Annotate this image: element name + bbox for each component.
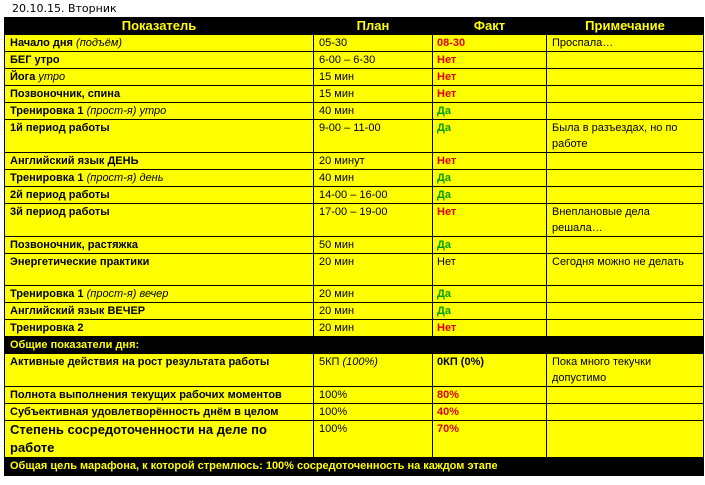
table-row [5, 103, 704, 120]
plan-value: 100% [319, 423, 348, 435]
indicator-label: Английский язык ВЕЧЕР [10, 305, 146, 317]
table-row [5, 286, 704, 303]
plan-cell [314, 387, 433, 404]
note-cell [547, 103, 704, 120]
indicator-label: Начало дня [10, 37, 73, 49]
header-indicator: Показатель [5, 18, 314, 35]
indicator-qualifier: (прост-я) вечер [86, 288, 169, 300]
indicator-label: Тренировка 2 [10, 322, 84, 334]
indicator-qualifier: (прост-я) утро [86, 105, 167, 117]
plan-value: 5КП [319, 356, 340, 368]
note-cell [547, 86, 704, 103]
summary-row [5, 387, 704, 404]
fact-value: Да [437, 239, 451, 251]
footer-goal-label: Общая цель марафона, к которой стремлюсь: 100% сосредоточенность на каждом этапе [5, 458, 704, 476]
fact-cell [433, 35, 547, 52]
indicator-label: Позвоночник, растяжка [10, 239, 138, 251]
section-label: Общие показатели дня: [5, 337, 704, 354]
fact-cell [433, 404, 547, 421]
plan-value: 100% [319, 389, 348, 401]
indicator-cell [5, 35, 314, 52]
fact-cell [433, 421, 547, 458]
table-row [5, 204, 704, 237]
fact-value: Нет [437, 206, 457, 218]
table-row [5, 303, 704, 320]
indicator-cell [5, 69, 314, 86]
plan-cell: 9-00 – 11-00 [314, 120, 433, 153]
fact-value: 0КП (0%) [437, 356, 485, 368]
fact-cell [433, 204, 547, 237]
indicator-label: 3й период работы [10, 206, 110, 218]
plan-cell: 15 мин [314, 86, 433, 103]
table-row [5, 153, 704, 170]
note-cell [547, 52, 704, 69]
plan-cell: 20 мин [314, 320, 433, 337]
fact-cell [433, 237, 547, 254]
indicator-label: Энергетические практики [10, 256, 150, 268]
table-row [5, 320, 704, 337]
indicator-label: Английский язык ДЕНЬ [10, 155, 139, 167]
fact-value: Да [437, 189, 451, 201]
plan-cell: 50 мин [314, 237, 433, 254]
note-cell: Проспала… [547, 35, 704, 52]
fact-cell [433, 387, 547, 404]
plan-cell: 40 мин [314, 103, 433, 120]
plan-cell: 6-00 – 6-30 [314, 52, 433, 69]
daily-report-table [4, 17, 704, 476]
note-cell [547, 421, 704, 458]
note-cell [547, 153, 704, 170]
footer-row [5, 458, 704, 476]
note-cell: Была в разъездах, но по работе [547, 120, 704, 153]
indicator-label: Полнота выполнения текущих рабочих моментов [10, 389, 282, 401]
table-row [5, 86, 704, 103]
indicator-qualifier: (подъём) [76, 37, 123, 49]
fact-cell [433, 286, 547, 303]
indicator-cell [5, 103, 314, 120]
plan-cell: 40 мин [314, 170, 433, 187]
fact-cell [433, 170, 547, 187]
note-cell [547, 187, 704, 204]
table-row [5, 254, 704, 286]
table-row [5, 187, 704, 204]
indicator-cell [5, 320, 314, 337]
indicator-cell [5, 52, 314, 69]
table-row [5, 170, 704, 187]
fact-value: 80% [437, 389, 460, 401]
indicator-label: 2й период работы [10, 189, 110, 201]
indicator-cell [5, 254, 314, 286]
plan-cell: 05-30 [314, 35, 433, 52]
table-row [5, 69, 704, 86]
fact-cell [433, 153, 547, 170]
indicator-cell [5, 303, 314, 320]
indicator-qualifier: (прост-я) день [86, 172, 164, 184]
indicator-cell [5, 354, 314, 387]
note-cell [547, 404, 704, 421]
indicator-cell [5, 404, 314, 421]
indicator-label: Позвоночник, спина [10, 88, 121, 100]
note-cell [547, 286, 704, 303]
indicator-cell [5, 170, 314, 187]
fact-cell [433, 254, 547, 286]
header-plan: План [314, 18, 433, 35]
indicator-label: Степень сосредоточенности на деле по работе [10, 422, 267, 455]
plan-cell: 20 мин [314, 286, 433, 303]
indicator-cell [5, 421, 314, 458]
summary-row [5, 404, 704, 421]
indicator-label: Активные действия на рост результата работы [10, 356, 270, 368]
note-cell [547, 237, 704, 254]
table-row [5, 35, 704, 52]
indicator-label: Йога [10, 71, 36, 83]
fact-value: Нет [437, 322, 457, 334]
indicator-qualifier: утро [38, 71, 66, 83]
note-cell [547, 69, 704, 86]
plan-cell [314, 421, 433, 458]
header-note: Примечание [547, 18, 704, 35]
fact-value: Нет [437, 71, 457, 83]
note-cell [547, 303, 704, 320]
table-row [5, 52, 704, 69]
fact-value: 08-30 [437, 37, 466, 49]
plan-cell [314, 404, 433, 421]
header-fact: Факт [433, 18, 547, 35]
header-row [5, 18, 704, 35]
fact-value: Да [437, 305, 451, 317]
fact-cell [433, 103, 547, 120]
indicator-label: Тренировка 1 [10, 288, 84, 300]
fact-value: Нет [437, 54, 457, 66]
fact-value: Да [437, 288, 451, 300]
fact-cell [433, 187, 547, 204]
fact-value: Нет [437, 155, 457, 167]
table-row [5, 237, 704, 254]
plan-cell: 20 минут [314, 153, 433, 170]
indicator-label: Тренировка 1 [10, 172, 84, 184]
note-cell [547, 320, 704, 337]
fact-value: 70% [437, 423, 460, 435]
fact-cell [433, 320, 547, 337]
note-cell: Сегодня можно не делать [547, 254, 704, 286]
indicator-label: БЕГ утро [10, 54, 60, 66]
plan-cell: 20 мин [314, 303, 433, 320]
indicator-cell [5, 237, 314, 254]
fact-cell [433, 303, 547, 320]
indicator-cell [5, 120, 314, 153]
fact-cell [433, 52, 547, 69]
indicator-cell [5, 387, 314, 404]
fact-value: Да [437, 122, 451, 134]
date-label: 20.10.15. Вторник [12, 2, 117, 15]
note-cell: Внеплановые дела решала… [547, 204, 704, 237]
indicator-cell [5, 86, 314, 103]
indicator-label: 1й период работы [10, 122, 110, 134]
plan-cell: 15 мин [314, 69, 433, 86]
fact-cell [433, 86, 547, 103]
indicator-cell [5, 187, 314, 204]
section-row [5, 337, 704, 354]
fact-cell [433, 69, 547, 86]
indicator-cell [5, 286, 314, 303]
fact-value: Да [437, 172, 451, 184]
table-row [5, 120, 704, 153]
note-cell [547, 387, 704, 404]
plan-cell: 17-00 – 19-00 [314, 204, 433, 237]
summary-row [5, 354, 704, 387]
fact-value: Нет [437, 256, 456, 268]
indicator-label: Тренировка 1 [10, 105, 84, 117]
plan-cell [314, 354, 433, 387]
fact-value: 40% [437, 406, 460, 418]
fact-cell [433, 120, 547, 153]
fact-value: Да [437, 105, 451, 117]
note-cell: Пока много текучки допустимо [547, 354, 704, 387]
fact-value: Нет [437, 88, 457, 100]
plan-cell: 14-00 – 16-00 [314, 187, 433, 204]
plan-cell: 20 мин [314, 254, 433, 286]
note-cell [547, 170, 704, 187]
fact-cell [433, 354, 547, 387]
plan-qualifier: (100%) [342, 356, 378, 368]
indicator-label: Субъективная удовлетворённость днём в целом [10, 406, 279, 418]
summary-row [5, 421, 704, 458]
indicator-cell [5, 153, 314, 170]
plan-value: 100% [319, 406, 348, 418]
indicator-cell [5, 204, 314, 237]
